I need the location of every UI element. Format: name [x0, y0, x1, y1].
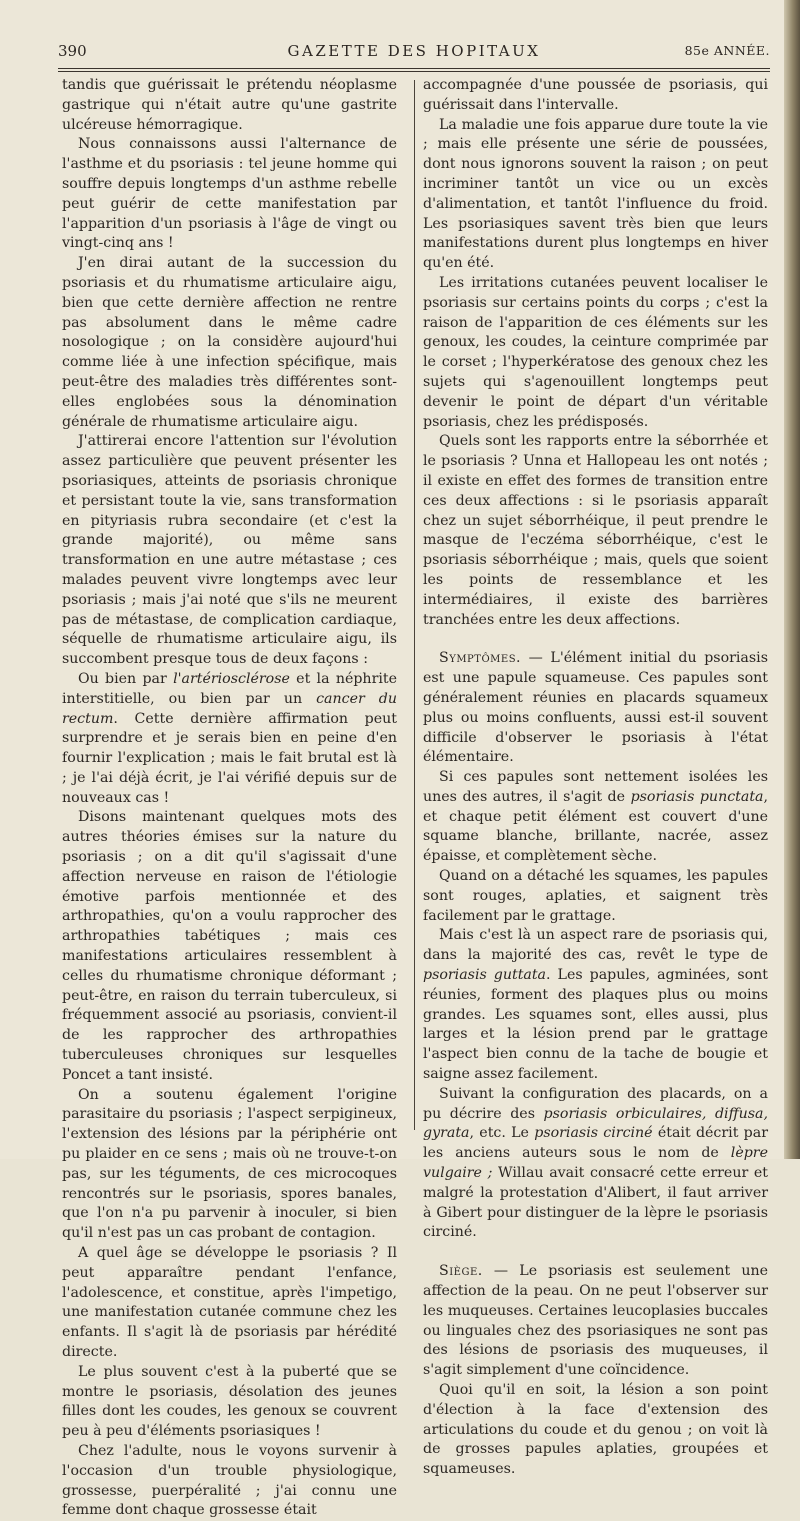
paragraph: Quand on a détaché les squames, les papules sont rouges, aplaties, et saignent très facilement par le grattage. [423, 868, 768, 924]
italic-term: psoriasis circiné [534, 1125, 653, 1142]
paragraph [62, 670, 397, 809]
text-run: Si ces papules sont nettement isolées les unes des autres, il s'agit de [423, 769, 768, 805]
paragraph: On a soutenu également l'origine parasitaire du psoriasis ; l'aspect serpigineux, l'extension des lésions par la périphérie ont pu plaider en ce sens ; mais où ne trouve-t-on pas, sur les téguments, de ces microcoques rencontrés sur le psoriasis, spores banales, que l'on n'a pu parvenir à inoculer, si bien qu'il n'est pas un cas probant de contagion. [62, 1086, 397, 1242]
right-column [423, 76, 768, 1480]
paragraph: accompagnée d'une poussée de psoriasis, qui guérissait dans l'intervalle. [423, 77, 768, 113]
paragraph [423, 926, 768, 1084]
text-run: , et chaque petit élément est couvert d'une squame blanche, brillante, nacrée, assez épaisse, et complètement sèche. [423, 788, 768, 865]
running-header [58, 40, 770, 62]
text-run: , etc. Le [469, 1125, 535, 1142]
italic-term: psoriasis guttata [423, 967, 547, 984]
text-run: . Les papules, agminées, sont réunies, forment des plaques plus ou moins grandes. Les squames sont, elles aussi, plus larges et la lésion prend par le grattage l'aspect bien connu de la tache de bougie et saigne assez facilement. [423, 967, 768, 1083]
journal-title: GAZETTE DES HOPITAUX [287, 42, 541, 60]
section-heading: Symptômes. [439, 650, 522, 667]
book-spine-edge [784, 0, 800, 1159]
header-rule-thick [58, 68, 770, 69]
paragraph: Quels sont les rapports entre la séborrhée et le psoriasis ? Unna et Hallopeau les ont notés ; il existe en effet des formes de transition entre ces deux affections : si le psoriasis apparaît chez un sujet séborrhéique, il peut prendre le masque de l'eczéma séborrhéique, c'est le psoriasis séborrhéique ; mais, quels que soient les points de ressemblance et les intermédiaires, il existe des barrières tranchées entre les deux affections. [423, 433, 768, 628]
left-column [62, 76, 397, 1521]
text-run: Willau avait consacré cette erreur et malgré la protestation d'Alibert, il faut arriver à Gibert pour distinguer de la lèpre le psoriasis circiné. [423, 1165, 768, 1241]
text-run: et la néphrite interstitielle, ou bien par un [62, 670, 397, 707]
paragraph: Les irritations cutanées peuvent localiser le psoriasis sur certains points du corps ; c'est la raison de l'apparition de ces éléments sur les genoux, les coudes, la ceinture comprimée par le corset ; l'hyperkératose des genoux chez les sujets qui s'agenouillent longtemps peut devenir le point de départ d'un véritable psoriasis, chez les prédisposés. [423, 274, 768, 430]
text-run: — L'élément initial du psoriasis est une papule squameuse. Ces papules sont généralement réunies en placards squameux plus ou moins confluents, aussi est-il souvent difficile d'observer le psoriasis à l'état élémentaire. [423, 650, 768, 766]
section-siege [423, 1262, 768, 1381]
paragraph: J'en dirai autant de la succession du psoriasis et du rhumatisme articulaire aigu, bien que cette dernière affection ne rentre pas absolument dans le même cadre nosologique ; on la considère aujourd'hui comme liée à une infection spécifique, mais peut-être des maladies très différentes sont-elles englobées sous la dénomination générale de rhumatisme articulaire aigu. [62, 255, 397, 430]
page-number: 390 [58, 42, 87, 60]
volume-year: 85e ANNÉE. [684, 43, 770, 58]
italic-term: l'artériosclérose [173, 670, 290, 687]
italic-term: psoriasis punctata [630, 788, 764, 805]
paragraph: La maladie une fois apparue dure toute la vie ; mais elle présente une série de poussées, dont nous ignorons souvent la raison ; on peut incriminer tantôt un vice ou un excès d'alimentation, et tantôt l'influence du froid. Les psoriasiques savent très bien que leurs manifestations durent plus longtemps en hiver qu'en été. [423, 116, 768, 272]
paragraph: A quel âge se développe le psoriasis ? Il peut apparaître pendant l'enfance, l'adolescence, et constitue, après l'impetigo, une manifestation cutanée commune chez les enfants. Il s'agit là de psoriasis par hérédité directe. [62, 1245, 397, 1360]
paragraph [423, 1085, 768, 1243]
paragraph: tandis que guérissait le prétendu néoplasme gastrique qui n'était autre qu'une gastrite ulcéreuse hémorragique. [62, 77, 397, 133]
section-heading: Siège. [439, 1263, 483, 1280]
text-run: était décrit par les anciens auteurs sous le nom de [423, 1125, 769, 1162]
italic-term: cancer du rectum [62, 690, 397, 727]
text-run: Mais c'est là un aspect rare de psoriasis qui, dans la majorité des cas, revêt le type de [423, 927, 768, 964]
text-run: Ou bien par [78, 670, 174, 687]
paragraph: Quoi qu'il en soit, la lésion a son point d'élection à la face d'extension des articulations du coude et du genou ; on voit là de grosses papules aplaties, groupées et squameuses. [423, 1382, 768, 1478]
header-rule-thin [58, 71, 770, 72]
paragraph: J'attirerai encore l'attention sur l'évolution assez particulière que peuvent présenter les psoriasiques, atteints de psoriasis chronique et persistant toute la vie, sans transformation en pityriasis rubra secondaire (et c'est la grande majorité), ou même sans transformation en une autre métastase ; ces malades peuvent vivre longtemps avec leur psoriasis ; mais j'ai noté que s'ils ne meurent pas de métastase, de complication cardiaque, séquelle de rhumatisme articulaire aigu, ils succombent presque tous de deux façons : [62, 433, 397, 668]
column-divider [414, 80, 415, 1130]
text-run: Suivant la configuration des placards, on a pu décrire des [423, 1085, 768, 1122]
paragraph: Chez l'adulte, nous le voyons survenir à l'occasion d'un trouble physiologique, grossesse, puerpéralité ; j'ai connu une femme dont chaque grossesse était [62, 1442, 397, 1519]
paragraph: Le plus souvent c'est à la puberté que se montre le psoriasis, désolation des jeunes filles dont les coudes, les genoux se couvrent peu à peu d'éléments psoriasiques ! [62, 1363, 397, 1440]
paragraph [423, 768, 768, 867]
text-run: . Cette dernière affirmation peut surprendre et je serais bien en peine d'en fournir l'explication ; mais le fait brutal est là ; je l'ai déjà écrit, je l'ai vérifié depuis sur de nouveaux cas ! [62, 710, 397, 806]
italic-term: psoriasis orbiculaires, diffusa, gyrata [423, 1105, 769, 1142]
paragraph: Disons maintenant quelques mots des autres théories émises sur la nature du psoriasis ; on a dit qu'il s'agissait d'une affection nerveuse en raison de l'étiologie émotive parfois mentionnée et des arthropathies, qu'on a voulu rapprocher des arthropathies tabétiques ; mais ces manifestations articulaires ressemblent à celles du rhumatisme chronique déformant ; peut-être, en raison du terrain tuberculeux, si fréquemment associé au psoriasis, convient-il de les rapprocher des arthropathies tuberculeuses chroniques sur lesquelles Poncet a tant insisté. [62, 809, 397, 1083]
text-run: — Le psoriasis est seulement une affection de la peau. On ne peut l'observer sur les muqueuses. Certaines leucoplasies buccales ou linguales chez des psoriasiques ne sont pas des lésions de psoriasis des muqueuses, il s'agit simplement d'une coïncidence. [423, 1263, 768, 1379]
italic-term: lèpre vulgaire ; [423, 1145, 768, 1182]
section-symptomes [423, 649, 768, 768]
paragraph: Nous connaissons aussi l'alternance de l'asthme et du psoriasis : tel jeune homme qui souffre depuis longtemps d'un asthme rebelle peut guérir de cette manifestation par l'apparition d'un psoriasis à l'âge de vingt ou vingt-cinq ans ! [62, 136, 397, 252]
